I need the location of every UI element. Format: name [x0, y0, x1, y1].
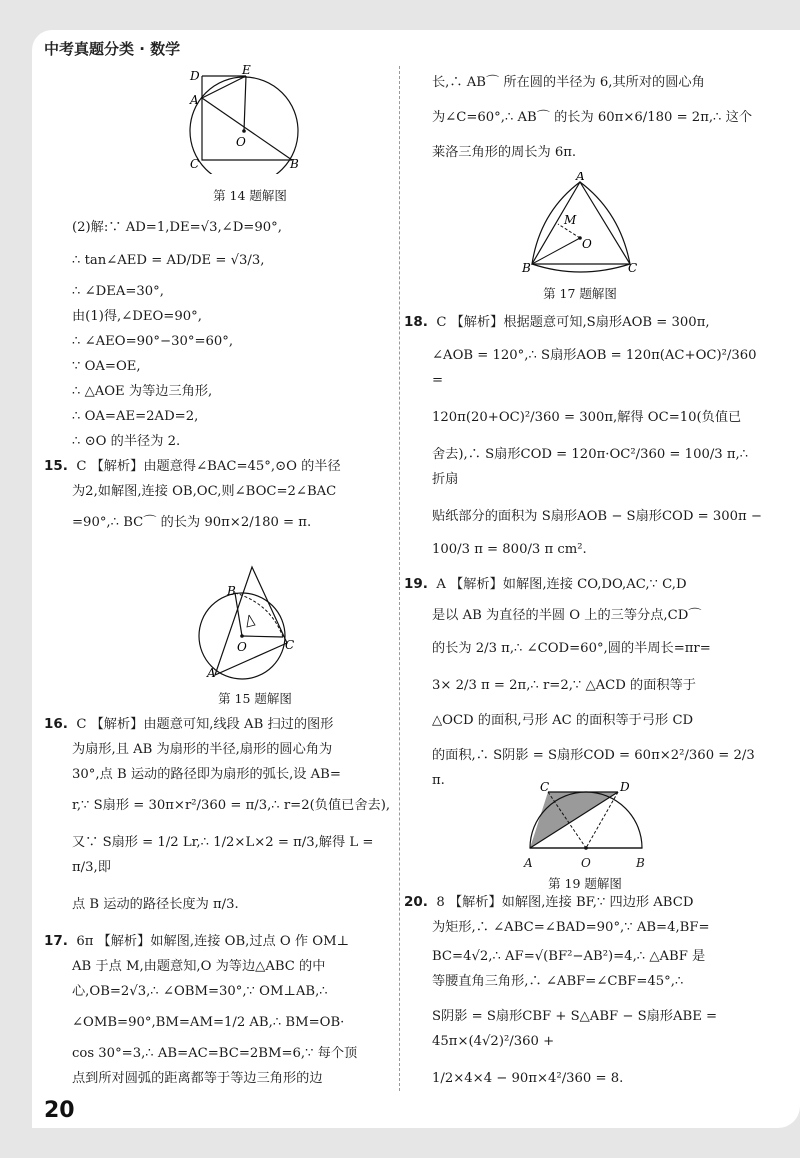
text-line: 为2,如解图,连接 OB,OC,则∠BOC=2∠BAC — [72, 484, 337, 499]
text-line: 为∠C=60°,∴ AB⌒ 的长为 60π×6/180 = 2π,∴ 这个 — [432, 110, 753, 125]
text-line: ∴ ∠DEA=30°, — [72, 284, 164, 299]
figure-19 — [520, 782, 650, 891]
figure-15-caption: 第 15 题解图 — [218, 691, 292, 706]
figure-15 — [195, 563, 315, 706]
text-line: C 【解析】根据题意可知,S扇形AOB = 300π, — [436, 315, 710, 330]
question-18 — [404, 310, 762, 335]
figure-19-caption: 第 19 题解图 — [548, 876, 622, 891]
figure-19-diagram — [520, 782, 650, 856]
figure-17-caption: 第 17 题解图 — [543, 286, 617, 301]
question-number: 20. — [404, 894, 428, 910]
figure-17 — [520, 172, 640, 302]
text-line: C 【解析】由题意可知,线段 AB 扫过的图形 — [76, 717, 334, 732]
text-line: 120π(20+OC)²/360 = 300π,解得 OC=10(负值已 — [432, 410, 742, 425]
label-A: A — [207, 666, 216, 680]
text-line: A 【解析】如解图,连接 CO,DO,AC,∵ C,D — [436, 577, 687, 592]
text-line: 8 【解析】如解图,连接 BF,∵ 四边形 ABCD — [436, 895, 694, 910]
label-B: B — [636, 856, 645, 870]
label-D: D — [620, 782, 630, 794]
text-line: 点 B 运动的路径长度为 π/3. — [72, 897, 239, 912]
text-line: 舍去),∴ S扇形COD = 120π·OC²/360 = 100/3 π,∴ 折扇 — [432, 447, 749, 487]
text-line: BC=4√2,∴ AF=√(BF²−AB²)=4,∴ △ABF 是 — [432, 949, 706, 964]
label-O: O — [582, 237, 592, 251]
text-line: 长,∴ AB⌒ 所在圆的半径为 6,其所对的圆心角 — [432, 75, 705, 90]
question-16 — [44, 712, 392, 737]
label-B: B — [227, 584, 236, 598]
figure-15-diagram — [195, 563, 315, 681]
question-number: 18. — [404, 314, 428, 330]
text-line: =90°,∴ BC⌒ 的长为 90π×2/180 = π. — [72, 515, 312, 530]
label-A: A — [576, 172, 585, 183]
figure-17-diagram — [520, 172, 640, 276]
figure-19-axis-labels — [520, 856, 650, 874]
text-line: 点到所对圆弧的距离都等于等边三角形的边 — [72, 1071, 323, 1086]
text-line: 为扇形,且 AB 为扇形的半径,扇形的圆心角为 — [72, 742, 333, 757]
right-column-lower — [404, 890, 762, 1091]
text-line: ∴ tan∠AED = AD/DE = √3/3, — [72, 253, 265, 268]
text-line: 为矩形,∴ ∠ABC=∠BAD=90°,∵ AB=4,BF= — [432, 920, 710, 935]
text-line: 的长为 2/3 π,∴ ∠COD=60°,圆的半周长=πr= — [432, 641, 711, 656]
question-number: 15. — [44, 458, 68, 474]
question-15 — [44, 454, 392, 479]
label-B: B — [290, 157, 299, 171]
text-line: 等腰直角三角形,∴ ∠ABF=∠CBF=45°,∴ — [432, 974, 684, 989]
left-column — [44, 215, 392, 535]
text-line: 莱洛三角形的周长为 6π. — [432, 145, 577, 160]
text-line: ∵ OA=OE, — [72, 359, 141, 374]
text-line: 100/3 π = 800/3 π cm². — [432, 542, 587, 557]
page-header: 中考真题分类 · 数学 — [44, 40, 181, 58]
text-line: 是以 AB 为直径的半圆 O 上的三等分点,CD⌒ — [432, 608, 702, 623]
question-number: 19. — [404, 576, 428, 592]
text-line: 心,OB=2√3,∴ ∠OBM=30°,∵ OM⊥AB,∴ — [72, 984, 328, 999]
figure-14-caption: 第 14 题解图 — [213, 188, 287, 203]
label-A: A — [190, 93, 199, 107]
text-line: C 【解析】由题意得∠BAC=45°,⊙O 的半径 — [76, 459, 341, 474]
text-line: 由(1)得,∠DEO=90°, — [72, 309, 202, 324]
label-C: C — [540, 782, 550, 794]
label-D: D — [190, 69, 200, 83]
figure-14-diagram — [180, 64, 320, 174]
text-line: S阴影 = S扇形CBF + S△ABF − S扇形ABE = 45π×(4√2)²/360 + — [432, 1009, 718, 1049]
label-O: O — [581, 856, 591, 870]
label-A: A — [524, 856, 533, 870]
right-column-middle — [404, 310, 762, 793]
text-line: 6π 【解析】如解图,连接 OB,过点 O 作 OM⊥ — [76, 934, 349, 949]
text-line: 3× 2/3 π = 2π,∴ r=2,∵ △ACD 的面积等于 — [432, 678, 696, 693]
label-O: O — [236, 135, 246, 149]
label-B: B — [522, 261, 531, 275]
label-E: E — [242, 64, 251, 77]
text-line: ∠OMB=90°,BM=AM=1/2 AB,∴ BM=OB· — [72, 1015, 345, 1030]
text-line: 又∵ S扇形 = 1/2 Lr,∴ 1/2×L×2 = π/3,解得 L = π/3,即 — [72, 835, 374, 875]
question-20 — [404, 890, 762, 915]
column-divider — [399, 66, 400, 1091]
text-line: 贴纸部分的面积为 S扇形AOB − S扇形COD = 300π − — [432, 509, 762, 524]
question-number: 16. — [44, 716, 68, 732]
text-line: ∴ ∠AEO=90°−30°=60°, — [72, 334, 234, 349]
text-line: △OCD 的面积,弓形 AC 的面积等于弓形 CD — [432, 713, 694, 728]
text-line: 1/2×4×4 − 90π×4²/360 = 8. — [432, 1071, 624, 1086]
text-line: AB 于点 M,由题意知,O 为等边△ABC 的中 — [72, 959, 326, 974]
figure-14 — [180, 64, 320, 203]
text-line: ∴ △AOE 为等边三角形, — [72, 384, 213, 399]
label-C: C — [285, 638, 295, 652]
text-line: r,∵ S扇形 = 30π×r²/360 = π/3,∴ r=2(负值已舍去), — [72, 798, 391, 813]
page-number: 20 — [44, 1098, 75, 1123]
text-line: 的面积,∴ S阴影 = S扇形COD = 60π×2²/360 = 2/3 π. — [432, 748, 755, 788]
text-line: cos 30°=3,∴ AB=AC=BC=2BM=6,∵ 每个顶 — [72, 1046, 358, 1061]
left-column-lower — [44, 712, 392, 1091]
label-C: C — [628, 261, 638, 275]
right-column — [432, 70, 762, 165]
text-line: ∴ ⊙O 的半径为 2. — [72, 434, 181, 449]
question-number: 17. — [44, 933, 68, 949]
question-17 — [44, 929, 392, 954]
text-line: ∴ OA=AE=2AD=2, — [72, 409, 199, 424]
question-19 — [404, 572, 762, 597]
text-line: ∠AOB = 120°,∴ S扇形AOB = 120π(AC+OC)²/360 = — [432, 348, 757, 388]
label-C: C — [190, 157, 200, 171]
text-line: (2)解:∵ AD=1,DE=√3,∠D=90°, — [72, 220, 282, 235]
label-O: O — [237, 640, 247, 654]
label-M: M — [564, 213, 577, 227]
text-line: 30°,点 B 运动的路径即为扇形的弧长,设 AB= — [72, 767, 341, 782]
